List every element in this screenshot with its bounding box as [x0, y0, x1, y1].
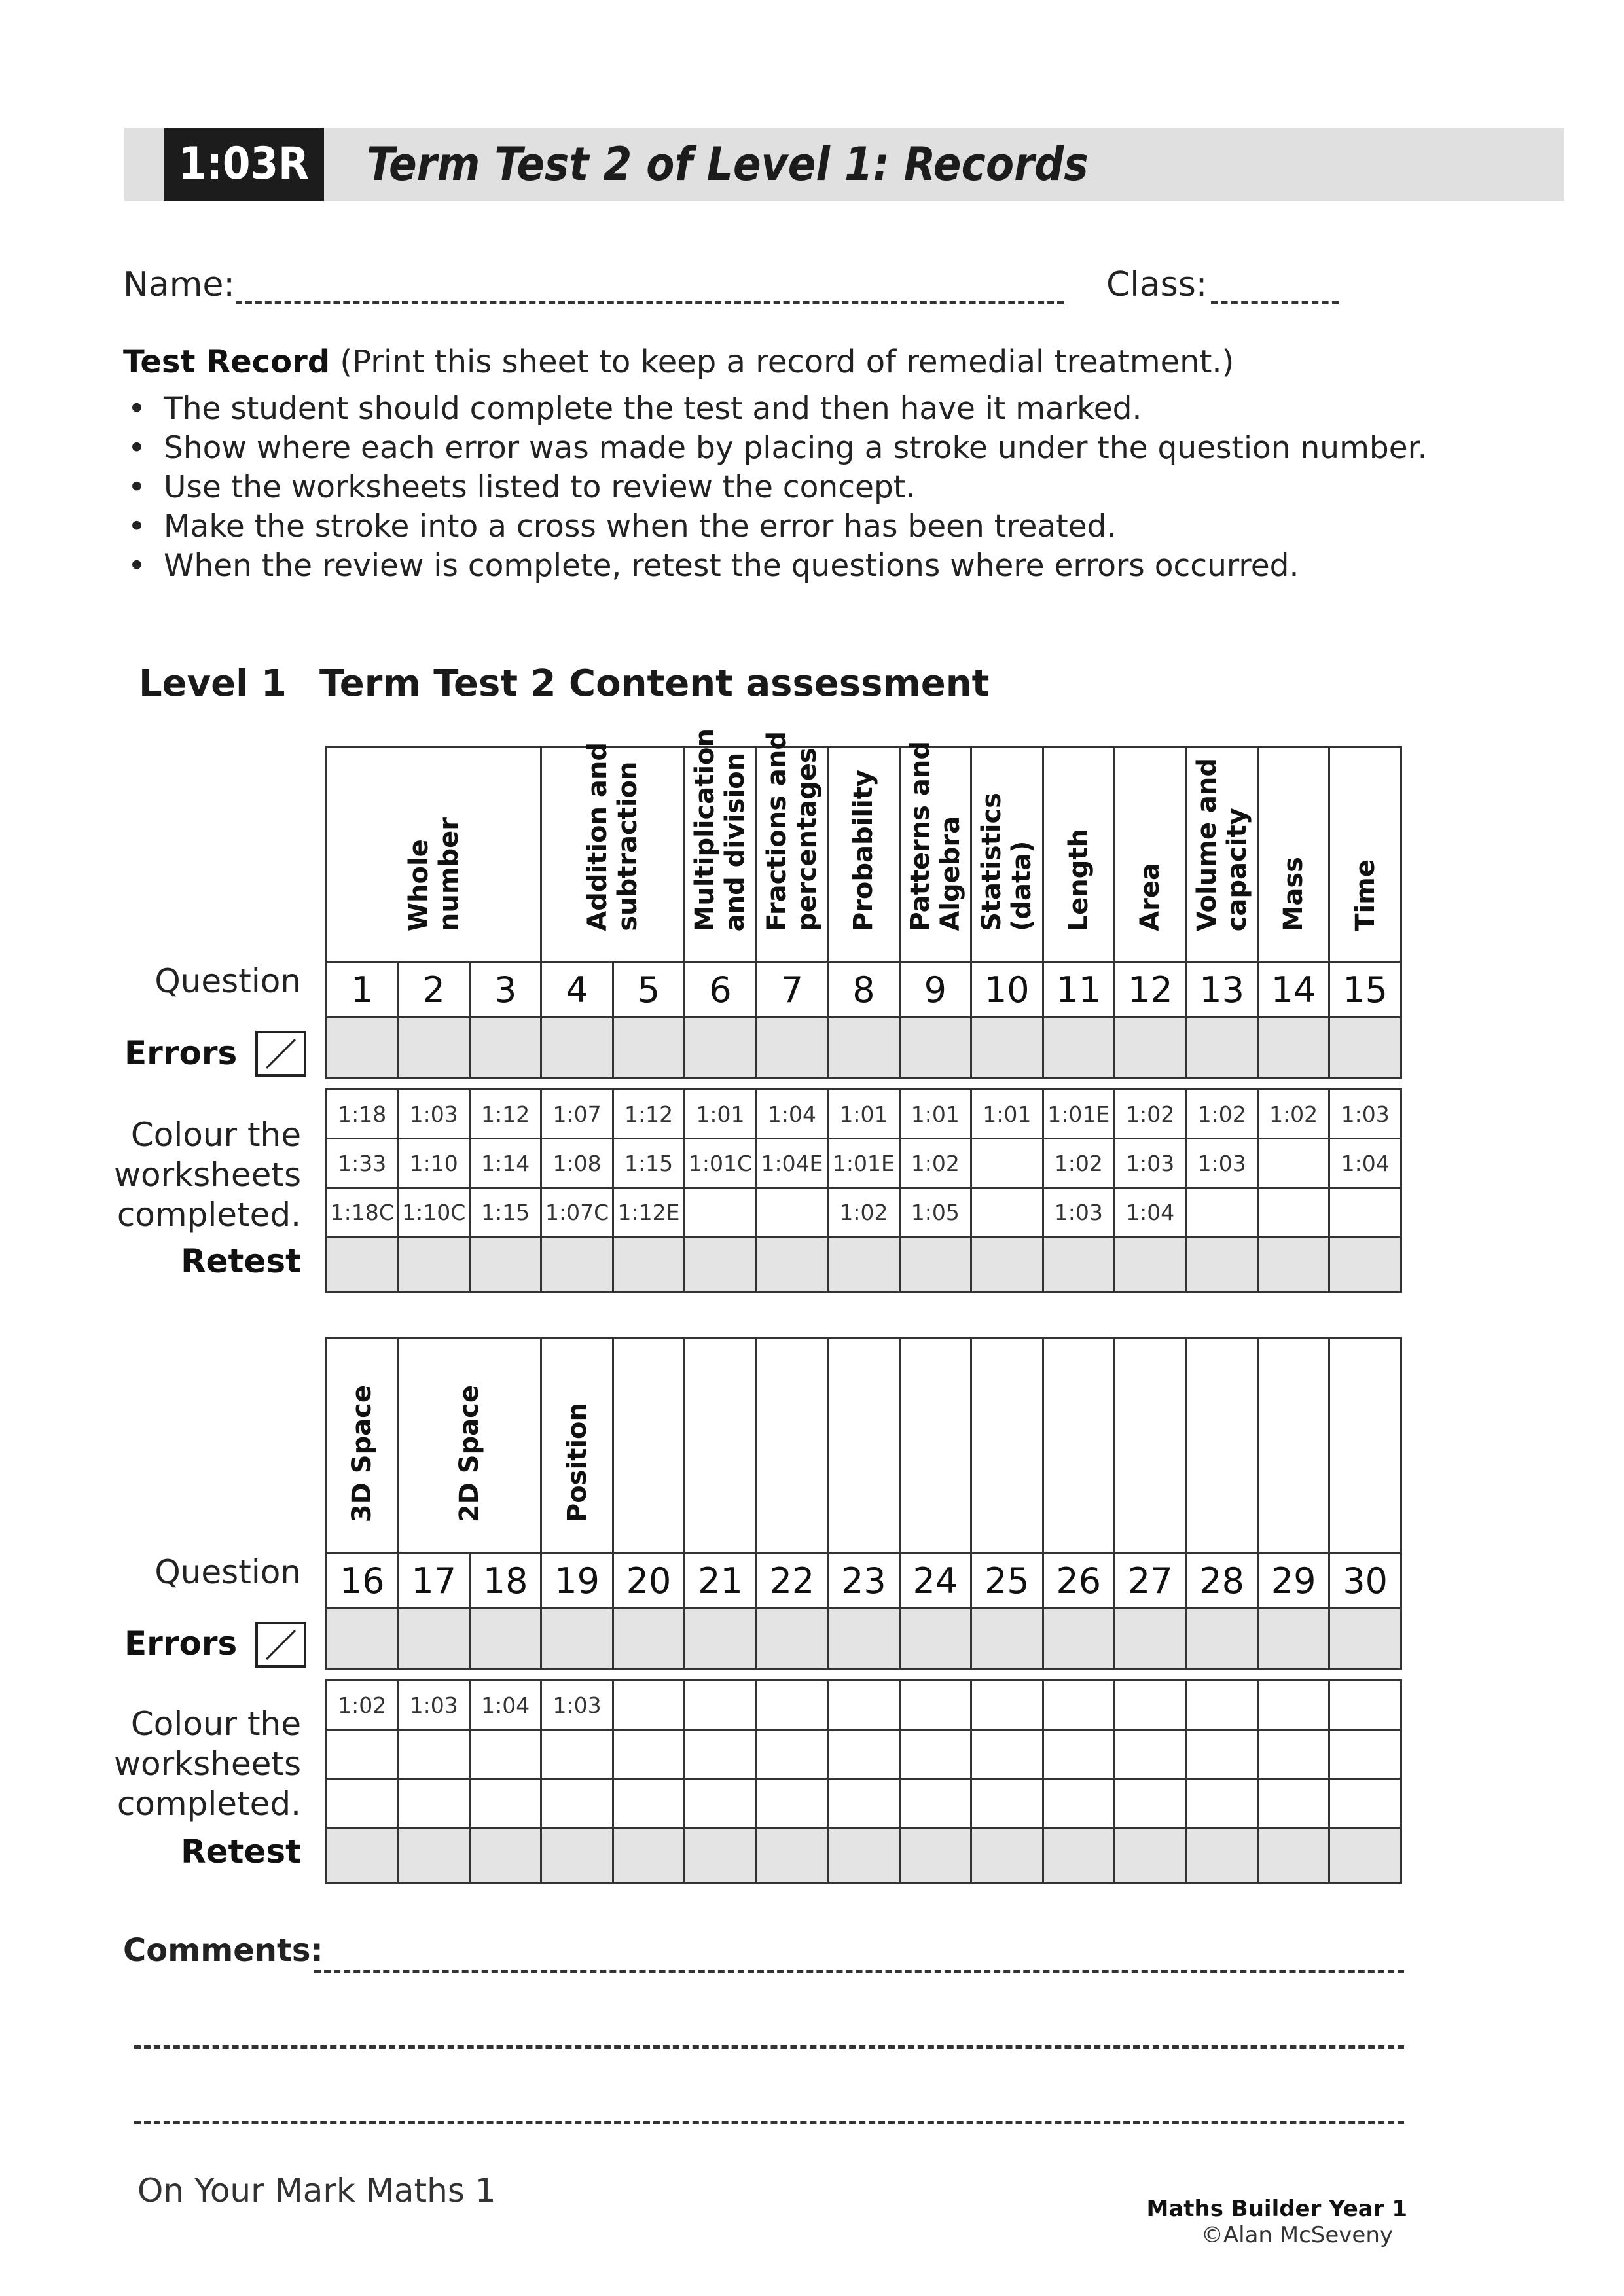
category-header [1043, 1338, 1114, 1553]
category-header [1186, 747, 1257, 962]
retest-row-label: Retest [181, 1833, 301, 1871]
worksheet-row [327, 1779, 1401, 1828]
retest-cell[interactable] [1186, 1237, 1257, 1293]
worksheet-cell[interactable] [828, 1730, 899, 1779]
question-number: 14 [1257, 962, 1329, 1018]
colour-label: Colour the [130, 1116, 301, 1154]
question-number: 19 [541, 1553, 613, 1609]
worksheet-cell[interactable]: 1:07 [541, 1090, 613, 1139]
error-cell[interactable] [327, 1018, 398, 1079]
worksheet-cell[interactable] [613, 1681, 684, 1730]
worksheet-cell[interactable]: 1:03 [398, 1681, 469, 1730]
question-number: 9 [899, 962, 971, 1018]
retest-cell[interactable] [613, 1237, 684, 1293]
question-number: 28 [1186, 1553, 1257, 1609]
worksheet-cell[interactable] [1329, 1188, 1401, 1237]
content-assessment-table-1 [325, 728, 1402, 1293]
retest-cell[interactable] [1329, 1237, 1401, 1293]
retest-cell[interactable] [1186, 1828, 1257, 1884]
category-header [971, 747, 1043, 962]
category-label: Area [1135, 863, 1166, 931]
question-number: 27 [1114, 1553, 1185, 1609]
error-cell[interactable] [1043, 1609, 1114, 1670]
question-number: 16 [327, 1553, 398, 1609]
category-label: 2D Space [454, 1384, 485, 1522]
category-label: Mass [1278, 856, 1309, 931]
retest-cell[interactable] [756, 1237, 827, 1293]
worksheet-cell[interactable]: 1:02 [1114, 1090, 1185, 1139]
worksheet-cell[interactable] [1114, 1730, 1185, 1779]
error-cell[interactable] [1329, 1609, 1401, 1670]
worksheet-cell[interactable]: 1:02 [899, 1139, 971, 1188]
category-label: Multiplication and division [690, 728, 751, 931]
question-number: 23 [828, 1553, 899, 1609]
worksheet-cell[interactable]: 1:07C [541, 1188, 613, 1237]
comments-line-2[interactable] [134, 2045, 1404, 2049]
worksheets-label: worksheets [114, 1745, 301, 1783]
retest-cell[interactable] [1257, 1828, 1329, 1884]
category-header [1114, 747, 1185, 962]
worksheet-cell[interactable] [327, 1730, 398, 1779]
test-record-intro [123, 344, 1234, 380]
error-cell[interactable] [685, 1018, 756, 1079]
worksheet-cell[interactable] [828, 1681, 899, 1730]
retest-cell[interactable] [1329, 1828, 1401, 1884]
category-header [1114, 1338, 1185, 1553]
question-number: 8 [828, 962, 899, 1018]
category-label: Time [1350, 859, 1380, 931]
error-cell[interactable] [1186, 1609, 1257, 1670]
worksheet-cell[interactable]: 1:04 [469, 1681, 541, 1730]
worksheet-cell[interactable]: 1:01 [971, 1090, 1043, 1139]
error-cell[interactable] [685, 1609, 756, 1670]
worksheet-cell[interactable]: 1:12 [613, 1090, 684, 1139]
error-cell[interactable] [469, 1609, 541, 1670]
worksheet-cell[interactable]: 1:14 [469, 1139, 541, 1188]
worksheet-cell[interactable]: 1:01 [828, 1090, 899, 1139]
class-field[interactable] [1211, 301, 1339, 304]
worksheets-label: worksheets [114, 1156, 301, 1194]
worksheet-cell[interactable]: 1:15 [469, 1188, 541, 1237]
category-label: Length [1063, 828, 1094, 931]
error-cell[interactable] [971, 1609, 1043, 1670]
retest-cell[interactable] [327, 1237, 398, 1293]
retest-cell[interactable] [1114, 1237, 1185, 1293]
worksheet-cell[interactable]: 1:04 [1329, 1139, 1401, 1188]
worksheet-cell[interactable]: 1:03 [1329, 1090, 1401, 1139]
worksheet-cell[interactable] [1329, 1730, 1401, 1779]
retest-cell[interactable] [327, 1828, 398, 1884]
worksheet-cell[interactable] [541, 1730, 613, 1779]
colour-label: Colour the [130, 1705, 301, 1743]
worksheet-cell[interactable] [541, 1779, 613, 1828]
stroke-icon [255, 1622, 306, 1668]
question-number: 7 [756, 962, 827, 1018]
category-label: 3D Space [347, 1384, 378, 1522]
error-cell[interactable] [541, 1609, 613, 1670]
retest-cell[interactable] [469, 1828, 541, 1884]
comments-line-1[interactable] [314, 1970, 1404, 1973]
worksheet-cell[interactable]: 1:01E [828, 1139, 899, 1188]
worksheet-row [327, 1139, 1401, 1188]
stroke-icon [255, 1031, 306, 1077]
worksheet-cell[interactable]: 1:02 [828, 1188, 899, 1237]
error-cell[interactable] [327, 1609, 398, 1670]
level-label: Level 1 [139, 662, 287, 705]
worksheet-cell[interactable] [971, 1681, 1043, 1730]
category-header [685, 728, 756, 962]
worksheet-cell[interactable]: 1:02 [1186, 1090, 1257, 1139]
worksheet-cell[interactable] [1186, 1779, 1257, 1828]
worksheet-cell[interactable] [685, 1730, 756, 1779]
worksheet-cell[interactable] [971, 1139, 1043, 1188]
worksheet-cell[interactable] [613, 1730, 684, 1779]
worksheet-cell[interactable]: 1:01 [899, 1090, 971, 1139]
error-cell[interactable] [1114, 1018, 1185, 1079]
retest-cell[interactable] [398, 1237, 469, 1293]
worksheet-row [327, 1681, 1401, 1730]
instruction-item: • Make the stroke into a cross when the error has been treated. [124, 507, 1428, 547]
worksheet-cell[interactable] [756, 1681, 827, 1730]
worksheet-cell[interactable]: 1:02 [1043, 1139, 1114, 1188]
category-header [398, 1338, 541, 1553]
category-label: Whole number [403, 817, 464, 931]
worksheet-row [327, 1188, 1401, 1237]
retest-row [327, 1828, 1401, 1884]
worksheet-cell[interactable]: 1:15 [613, 1139, 684, 1188]
question-number: 21 [685, 1553, 756, 1609]
question-number: 30 [1329, 1553, 1401, 1609]
worksheet-cell[interactable] [1329, 1681, 1401, 1730]
question-number: 13 [1186, 962, 1257, 1018]
instruction-item: • The student should complete the test and then have it marked. [124, 389, 1428, 429]
error-cell[interactable] [828, 1609, 899, 1670]
worksheet-cell[interactable]: 1:04 [1114, 1188, 1185, 1237]
question-number: 3 [469, 962, 541, 1018]
worksheet-cell[interactable] [756, 1779, 827, 1828]
error-cell[interactable] [1114, 1609, 1185, 1670]
category-row [327, 1338, 1401, 1553]
category-header [1329, 747, 1401, 962]
test-record-heading: Test Record [123, 344, 331, 380]
worksheet-cell[interactable] [1257, 1681, 1329, 1730]
worksheet-cell[interactable]: 1:04E [756, 1139, 827, 1188]
retest-cell[interactable] [899, 1237, 971, 1293]
worksheet-cell[interactable] [971, 1779, 1043, 1828]
worksheet-cell[interactable] [899, 1730, 971, 1779]
retest-cell[interactable] [613, 1828, 684, 1884]
retest-cell[interactable] [541, 1828, 613, 1884]
retest-cell[interactable] [971, 1237, 1043, 1293]
instruction-item: • Show where each error was made by placing a stroke under the question number. [124, 429, 1428, 468]
category-label: Fractions and percentages [761, 731, 822, 931]
error-cell[interactable] [1329, 1018, 1401, 1079]
comments-line-3[interactable] [134, 2121, 1404, 2124]
worksheet-cell[interactable] [1186, 1681, 1257, 1730]
error-cell[interactable] [828, 1018, 899, 1079]
worksheet-cell[interactable] [1329, 1779, 1401, 1828]
instruction-item: • Use the worksheets listed to review the concept. [124, 468, 1428, 507]
worksheet-cell[interactable] [899, 1681, 971, 1730]
retest-cell[interactable] [685, 1828, 756, 1884]
section-title: Term Test 2 Content assessment [319, 662, 990, 705]
question-number: 5 [613, 962, 684, 1018]
question-number: 26 [1043, 1553, 1114, 1609]
retest-cell[interactable] [1257, 1237, 1329, 1293]
completed-label: completed. [117, 1196, 301, 1234]
worksheet-cell[interactable]: 1:03 [1186, 1139, 1257, 1188]
worksheet-cell[interactable] [1186, 1188, 1257, 1237]
worksheet-cell[interactable] [756, 1730, 827, 1779]
category-header [327, 747, 541, 962]
category-header [828, 747, 899, 962]
worksheet-cell[interactable]: 1:01C [685, 1139, 756, 1188]
retest-cell[interactable] [685, 1237, 756, 1293]
question-number: 29 [1257, 1553, 1329, 1609]
error-cell[interactable] [541, 1018, 613, 1079]
worksheet-cell[interactable] [1114, 1681, 1185, 1730]
category-header [327, 1338, 398, 1553]
worksheet-cell[interactable] [756, 1188, 827, 1237]
worksheet-cell[interactable]: 1:12E [613, 1188, 684, 1237]
worksheet-cell[interactable] [971, 1188, 1043, 1237]
category-header [613, 1338, 684, 1553]
category-header [1257, 1338, 1329, 1553]
worksheet-cell[interactable] [685, 1188, 756, 1237]
worksheet-cell[interactable]: 1:02 [327, 1681, 398, 1730]
retest-cell[interactable] [1043, 1237, 1114, 1293]
worksheet-cell[interactable] [469, 1730, 541, 1779]
worksheet-cell[interactable]: 1:05 [899, 1188, 971, 1237]
worksheet-cell[interactable]: 1:04 [756, 1090, 827, 1139]
worksheet-cell[interactable] [613, 1779, 684, 1828]
question-number: 10 [971, 962, 1043, 1018]
category-label: Addition and subtraction [583, 742, 643, 931]
worksheet-row [327, 1090, 1401, 1139]
category-row [327, 747, 1401, 962]
worksheet-cell[interactable]: 1:10 [398, 1139, 469, 1188]
category-header [1186, 1338, 1257, 1553]
question-number: 20 [613, 1553, 684, 1609]
worksheet-cell[interactable]: 1:02 [1257, 1090, 1329, 1139]
worksheet-cell[interactable] [1043, 1681, 1114, 1730]
question-number: 17 [398, 1553, 469, 1609]
worksheet-cell[interactable]: 1:03 [1114, 1139, 1185, 1188]
worksheet-cell[interactable]: 1:01E [1043, 1090, 1114, 1139]
instruction-item: • When the review is complete, retest the questions where errors occurred. [124, 547, 1428, 586]
worksheet-cell[interactable] [398, 1779, 469, 1828]
worksheet-cell[interactable]: 1:08 [541, 1139, 613, 1188]
category-label: Patterns and Algebra [905, 741, 965, 931]
worksheet-cell[interactable] [469, 1779, 541, 1828]
instruction-list [124, 389, 1428, 586]
content-assessment-table-2 [325, 1337, 1402, 1884]
retest-cell[interactable] [398, 1828, 469, 1884]
worksheet-cell[interactable] [1043, 1730, 1114, 1779]
comments-label: Comments: [123, 1932, 323, 1969]
worksheet-cell[interactable]: 1:18C [327, 1188, 398, 1237]
worksheet-cell[interactable]: 1:33 [327, 1139, 398, 1188]
retest-cell[interactable] [828, 1828, 899, 1884]
category-header [541, 1338, 613, 1553]
category-header [1043, 747, 1114, 962]
class-label: Class: [1106, 265, 1208, 304]
footer-copyright: ©Alan McSeveny [1200, 2222, 1393, 2248]
error-cell[interactable] [899, 1609, 971, 1670]
question-number: 4 [541, 962, 613, 1018]
worksheet-cell[interactable]: 1:12 [469, 1090, 541, 1139]
worksheet-cell[interactable] [828, 1779, 899, 1828]
question-number: 24 [899, 1553, 971, 1609]
worksheet-cell[interactable] [327, 1779, 398, 1828]
retest-row [327, 1237, 1401, 1293]
question-number: 2 [398, 962, 469, 1018]
error-cell[interactable] [899, 1018, 971, 1079]
error-cell[interactable] [398, 1018, 469, 1079]
error-cell[interactable] [469, 1018, 541, 1079]
category-label: Statistics (data) [977, 793, 1038, 931]
category-header [899, 1338, 971, 1553]
retest-cell[interactable] [756, 1828, 827, 1884]
retest-cell[interactable] [971, 1828, 1043, 1884]
error-cell[interactable] [1043, 1018, 1114, 1079]
question-number: 12 [1114, 962, 1185, 1018]
error-cell[interactable] [1257, 1018, 1329, 1079]
errors-row [327, 1609, 1401, 1670]
worksheet-cell[interactable] [685, 1779, 756, 1828]
error-cell[interactable] [613, 1018, 684, 1079]
errors-row-label: Errors [124, 1624, 238, 1662]
category-header [971, 1338, 1043, 1553]
question-number: 11 [1043, 962, 1114, 1018]
worksheet-cell[interactable]: 1:03 [541, 1681, 613, 1730]
worksheet-cell[interactable] [1257, 1730, 1329, 1779]
name-label: Name: [123, 265, 235, 304]
question-row [327, 1553, 1401, 1609]
category-header [1329, 1338, 1401, 1553]
worksheet-cell[interactable]: 1:18 [327, 1090, 398, 1139]
retest-cell[interactable] [541, 1237, 613, 1293]
error-cell[interactable] [1186, 1018, 1257, 1079]
category-header [756, 1338, 827, 1553]
worksheet-cell[interactable]: 1:01 [685, 1090, 756, 1139]
category-label: Probability [848, 769, 879, 931]
worksheet-cell[interactable] [1186, 1730, 1257, 1779]
test-record-note: (Print this sheet to keep a record of remedial treatment.) [340, 344, 1235, 380]
worksheet-cell[interactable] [1114, 1779, 1185, 1828]
retest-cell[interactable] [828, 1237, 899, 1293]
error-cell[interactable] [613, 1609, 684, 1670]
errors-row-label: Errors [124, 1034, 238, 1072]
question-number: 25 [971, 1553, 1043, 1609]
worksheet-cell[interactable] [685, 1681, 756, 1730]
category-header [1257, 747, 1329, 962]
worksheet-cell[interactable] [1043, 1779, 1114, 1828]
error-cell[interactable] [756, 1609, 827, 1670]
footer-credits [1047, 2196, 1407, 2248]
worksheet-cell[interactable] [899, 1779, 971, 1828]
error-cell[interactable] [756, 1018, 827, 1079]
question-number: 6 [685, 962, 756, 1018]
category-header [685, 1338, 756, 1553]
question-number: 15 [1329, 962, 1401, 1018]
worksheet-cell[interactable] [971, 1730, 1043, 1779]
error-cell[interactable] [1257, 1609, 1329, 1670]
category-header [828, 1338, 899, 1553]
worksheet-cell[interactable] [398, 1730, 469, 1779]
name-field[interactable] [236, 301, 1064, 304]
worksheet-cell[interactable] [1257, 1188, 1329, 1237]
category-label: Volume and capacity [1191, 757, 1252, 931]
question-number: 22 [756, 1553, 827, 1609]
question-number: 18 [469, 1553, 541, 1609]
completed-label: completed. [117, 1785, 301, 1823]
errors-row [327, 1018, 1401, 1079]
footer-book: Maths Builder Year 1 [1146, 2196, 1407, 2222]
error-cell[interactable] [398, 1609, 469, 1670]
question-number: 1 [327, 962, 398, 1018]
worksheet-cell[interactable]: 1:03 [398, 1090, 469, 1139]
question-row [327, 962, 1401, 1018]
category-header [756, 731, 827, 962]
worksheet-cell[interactable] [1257, 1779, 1329, 1828]
worksheet-cell[interactable]: 1:03 [1043, 1188, 1114, 1237]
retest-cell[interactable] [899, 1828, 971, 1884]
category-header [541, 742, 685, 962]
retest-row-label: Retest [181, 1242, 301, 1280]
category-header [899, 741, 971, 962]
retest-cell[interactable] [469, 1237, 541, 1293]
footer-series: On Your Mark Maths 1 [137, 2172, 496, 2210]
question-row-label: Question [154, 1553, 301, 1591]
worksheet-row [327, 1730, 1401, 1779]
category-label: Position [562, 1402, 592, 1522]
worksheet-code: 1:03R [164, 128, 324, 201]
retest-cell[interactable] [1043, 1828, 1114, 1884]
question-row-label: Question [154, 962, 301, 1000]
worksheet-cell[interactable]: 1:10C [398, 1188, 469, 1237]
page-title: Term Test 2 of Level 1: Records [367, 137, 1089, 191]
worksheet-cell[interactable] [1257, 1139, 1329, 1188]
retest-cell[interactable] [1114, 1828, 1185, 1884]
error-cell[interactable] [971, 1018, 1043, 1079]
